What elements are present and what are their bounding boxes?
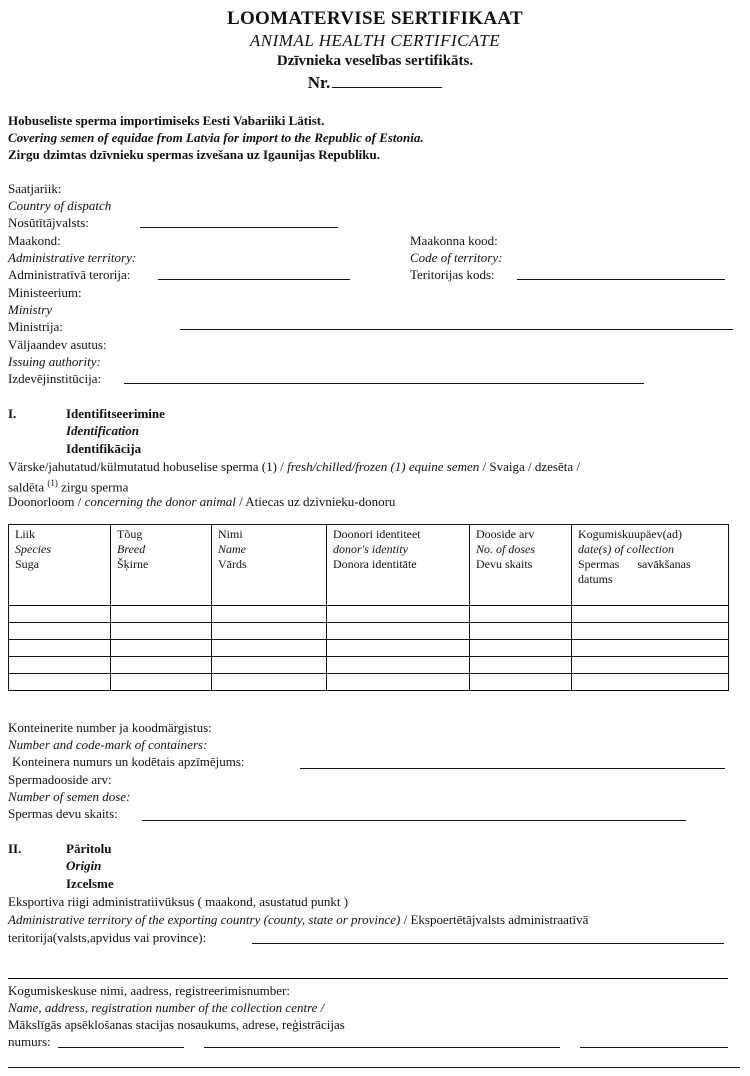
container-label-et: Konteinerite number ja koodmärgistus: — [8, 720, 212, 735]
semen-type-lv-2a: saldēta — [8, 479, 45, 495]
authority-label-en: Issuing authority: — [8, 354, 101, 369]
table-cell[interactable] — [327, 606, 470, 623]
section1-number: I. — [8, 406, 17, 421]
semen-type-lv-2b: zirgu sperma — [61, 479, 129, 495]
table-cell[interactable] — [470, 640, 572, 657]
admin-label-lv-2: teritorija(valsts,apvidus vai province): — [8, 930, 207, 945]
table-cell[interactable] — [111, 606, 212, 623]
doses-label-et: Spermadooside arv: — [8, 772, 112, 787]
table-cell[interactable] — [212, 606, 327, 623]
table-cell[interactable] — [572, 623, 729, 640]
table-cell[interactable] — [327, 657, 470, 674]
table-cell[interactable] — [9, 623, 111, 640]
table-cell[interactable] — [572, 674, 729, 691]
table-cell[interactable] — [572, 606, 729, 623]
table-cell[interactable] — [470, 657, 572, 674]
table-cell[interactable] — [9, 640, 111, 657]
donor-line — [8, 493, 395, 510]
table-cell[interactable] — [212, 674, 327, 691]
doses-label-en: Number of semen dose: — [8, 789, 131, 804]
col-breed: Tõug Breed Šķirne — [111, 525, 212, 606]
table-cell[interactable] — [470, 674, 572, 691]
code-label-et: Maakonna kood: — [410, 233, 498, 248]
donor-table — [8, 524, 729, 691]
nr-label: Nr. — [307, 73, 331, 92]
section2-number: II. — [8, 841, 22, 856]
doses-label-lv: Spermas devu skaits: — [8, 806, 118, 821]
scope-english: Covering semen of equidae from Latvia for import to the Republic of Estonia. — [8, 130, 424, 145]
table-cell[interactable] — [212, 640, 327, 657]
ministry-label-lv: Ministrija: — [8, 319, 63, 334]
scope-estonian: Hobuseliste sperma importimiseks Eesti Vabariiki Lätist. — [8, 113, 325, 128]
col-species: Liik Species Suga — [9, 525, 111, 606]
table-cell[interactable] — [327, 640, 470, 657]
table-cell[interactable] — [111, 623, 212, 640]
table-cell[interactable] — [9, 674, 111, 691]
country-label-en: Country of dispatch — [8, 198, 112, 213]
semen-type-line — [8, 458, 580, 475]
table-cell[interactable] — [327, 674, 470, 691]
table-cell[interactable] — [212, 657, 327, 674]
section1-title-en: Identification — [66, 423, 139, 438]
page-bottom-rule — [8, 1067, 740, 1068]
code-label-lv: Teritorijas kods: — [410, 267, 495, 282]
centre-field-1[interactable] — [58, 1047, 184, 1048]
authority-field[interactable] — [124, 383, 644, 384]
centre-label-en: Name, address, registration number of the collection centre / — [8, 1000, 325, 1015]
ministry-field[interactable] — [180, 329, 733, 330]
table-row — [9, 640, 729, 657]
section2-title-lv: Izcelsme — [66, 876, 114, 891]
donor-lv: / Atiecas uz dzivnieku-donoru — [239, 494, 396, 509]
semen-type-en: fresh/chilled/frozen (1) equine semen — [287, 459, 480, 474]
centre-label-lv-2: numurs: — [8, 1034, 51, 1049]
title-english: ANIMAL HEALTH CERTIFICATE — [249, 31, 501, 50]
centre-field-2[interactable] — [204, 1047, 560, 1048]
container-field[interactable] — [300, 768, 725, 769]
donor-et: Doonorloom / — [8, 494, 82, 509]
admin-label-et: Eksportiva riigi administratiivüksus ( maakond, asustatud punkt ) — [8, 894, 349, 909]
section2-title-et: Päritolu — [66, 841, 112, 856]
section1-title-lv: Identifikācija — [66, 441, 142, 456]
code-field[interactable] — [517, 279, 725, 280]
col-donor-identity: Doonori identiteet donor's identity Donora identitāte — [327, 525, 470, 606]
admin-label-en: Administrative territory of the exporting country (county, state or province) — [8, 912, 401, 927]
col-collection-date: Kogumiskuupäev(ad) date(s) of collection Spermas savākšanas datums — [572, 525, 729, 606]
table-cell[interactable] — [212, 623, 327, 640]
table-cell[interactable] — [111, 674, 212, 691]
nr-field[interactable] — [332, 72, 442, 88]
table-cell[interactable] — [111, 640, 212, 657]
container-label-lv: Konteinera numurs un kodētais apzīmējums: — [12, 754, 245, 769]
semen-type-et: Värske/jahutatud/külmutatud hobuselise sperma (1) / — [8, 459, 284, 474]
centre-label-et: Kogumiskeskuse nimi, aadress, registreerimisnumber: — [8, 983, 290, 998]
county-label-lv: Administratīvā terorija: — [8, 267, 131, 282]
country-field[interactable] — [140, 227, 338, 228]
table-row — [9, 606, 729, 623]
section2-title-en: Origin — [66, 858, 102, 873]
title-latvian: Dzīvnieka veselības sertifikāts. — [276, 53, 474, 69]
authority-label-et: Väljaandev asutus: — [8, 337, 107, 352]
table-cell[interactable] — [572, 657, 729, 674]
table-row — [9, 657, 729, 674]
centre-label-lv: Mākslīgās apsēklošanas stacijas nosaukums, adrese, reģistrācijas — [8, 1017, 345, 1032]
doses-field[interactable] — [142, 820, 686, 821]
semen-type-lv: / Svaiga / dzesēta / — [482, 459, 580, 474]
code-label-en: Code of territory: — [410, 250, 503, 265]
footnote-ref: (1) — [47, 478, 58, 488]
table-cell[interactable] — [9, 606, 111, 623]
admin-field[interactable] — [252, 943, 724, 944]
certificate-number — [0, 72, 750, 93]
donor-en: concerning the donor animal — [84, 494, 236, 509]
table-row — [9, 674, 729, 691]
country-label-lv: Nosūtītājvalsts: — [8, 215, 89, 230]
admin-label-lv: / Ekspoertētājvalsts administraatīvā — [403, 912, 589, 927]
table-cell[interactable] — [9, 657, 111, 674]
country-label-et: Saatjariik: — [8, 181, 62, 196]
county-label-en: Administrative territory: — [8, 250, 137, 265]
donor-table-header — [9, 525, 729, 606]
table-cell[interactable] — [327, 623, 470, 640]
ministry-label-en: Ministry — [8, 302, 53, 317]
col-name: Nimi Name Vārds — [212, 525, 327, 606]
table-cell[interactable] — [470, 606, 572, 623]
col-doses: Dooside arv No. of doses Devu skaits — [470, 525, 572, 606]
ministry-label-et: Ministeerium: — [8, 285, 82, 300]
centre-field-3[interactable] — [580, 1047, 728, 1048]
title-estonian: LOOMATERVISE SERTIFIKAAT — [226, 8, 524, 29]
table-cell[interactable] — [111, 657, 212, 674]
scope-latvian: Zirgu dzimtas dzīvnieku spermas izvešana uz Igaunijas Republiku. — [8, 147, 381, 162]
table-cell[interactable] — [470, 623, 572, 640]
table-row — [9, 623, 729, 640]
separator-rule — [8, 978, 728, 979]
county-label-et: Maakond: — [8, 233, 61, 248]
container-label-en: Number and code-mark of containers: — [8, 737, 208, 752]
county-field[interactable] — [158, 279, 350, 280]
section1-title-et: Identifitseerimine — [66, 406, 165, 421]
authority-label-lv: Izdevējinstitūcija: — [8, 371, 102, 386]
admin-line — [8, 911, 588, 928]
table-cell[interactable] — [572, 640, 729, 657]
